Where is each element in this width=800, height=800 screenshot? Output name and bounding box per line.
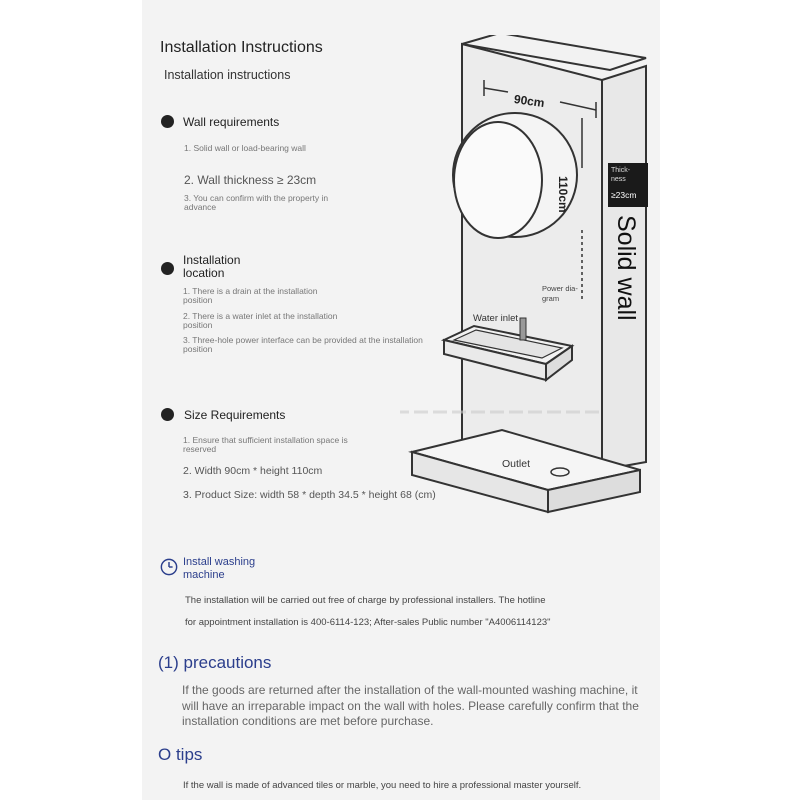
install-heading: Install washing machine <box>183 556 256 581</box>
width-dimension-label: 90cm <box>513 92 546 111</box>
bullet-dot-icon <box>161 408 174 421</box>
page-title: Installation Instructions <box>160 39 323 56</box>
location-item-2: 2. There is a water inlet at the installation position <box>183 311 338 330</box>
precautions-heading: (1) precautions <box>158 653 272 672</box>
clock-icon <box>160 558 178 576</box>
thickness-value: ≥23cm <box>611 190 637 200</box>
wall-item-3: 3. You can confirm with the property in advance <box>184 193 329 212</box>
bullet-dot-icon <box>161 262 174 275</box>
power-label-1: Power dia- <box>542 284 578 293</box>
water-inlet-label: Water inlet <box>473 313 519 324</box>
page-subtitle: Installation instructions <box>164 68 291 82</box>
size-item-2: 2. Width 90cm * height 110cm <box>183 465 323 477</box>
wall-heading: Wall requirements <box>183 115 280 129</box>
location-heading: Installation location <box>183 253 241 280</box>
height-dimension-label: 110cm <box>556 176 570 213</box>
install-line-1: The installation will be carried out free of charge by professional installers. The hotline <box>185 595 546 606</box>
location-item-1: 1. There is a drain at the installation position <box>183 286 318 305</box>
faucet-icon <box>520 318 526 340</box>
wall-item-1: 1. Solid wall or load-bearing wall <box>184 143 306 153</box>
tips-heading: O tips <box>158 745 203 764</box>
tips-text: If the wall is made of advanced tiles or marble, you need to hire a professional master yourself. <box>183 780 582 791</box>
wall-item-2: 2. Wall thickness ≥ 23cm <box>184 173 317 187</box>
thickness-label-1: Thick- <box>611 167 631 174</box>
power-label-2: gram <box>542 294 560 303</box>
precautions-text: If the goods are returned after the installation of the wall-mounted washing machine, it will have an irreparable impact on the wall with holes. Please carefully confirm that the installation conditions are met before purchase. <box>182 683 639 728</box>
outlet-label: Outlet <box>502 458 531 470</box>
solid-wall-label: Solid wall <box>612 215 640 321</box>
size-heading: Size Requirements <box>184 408 286 422</box>
thickness-label-2: ness <box>611 176 626 183</box>
location-item-3: 3. Three-hole power interface can be provided at the installation position <box>183 335 423 354</box>
size-item-3: 3. Product Size: width 58 * depth 34.5 * height 68 (cm) <box>183 489 436 501</box>
install-line-2: for appointment installation is 400-6114-123; After-sales Public number "A4006114123" <box>185 617 551 628</box>
bullet-dot-icon <box>161 115 174 128</box>
size-item-1: 1. Ensure that sufficient installation space is reserved <box>183 435 348 454</box>
